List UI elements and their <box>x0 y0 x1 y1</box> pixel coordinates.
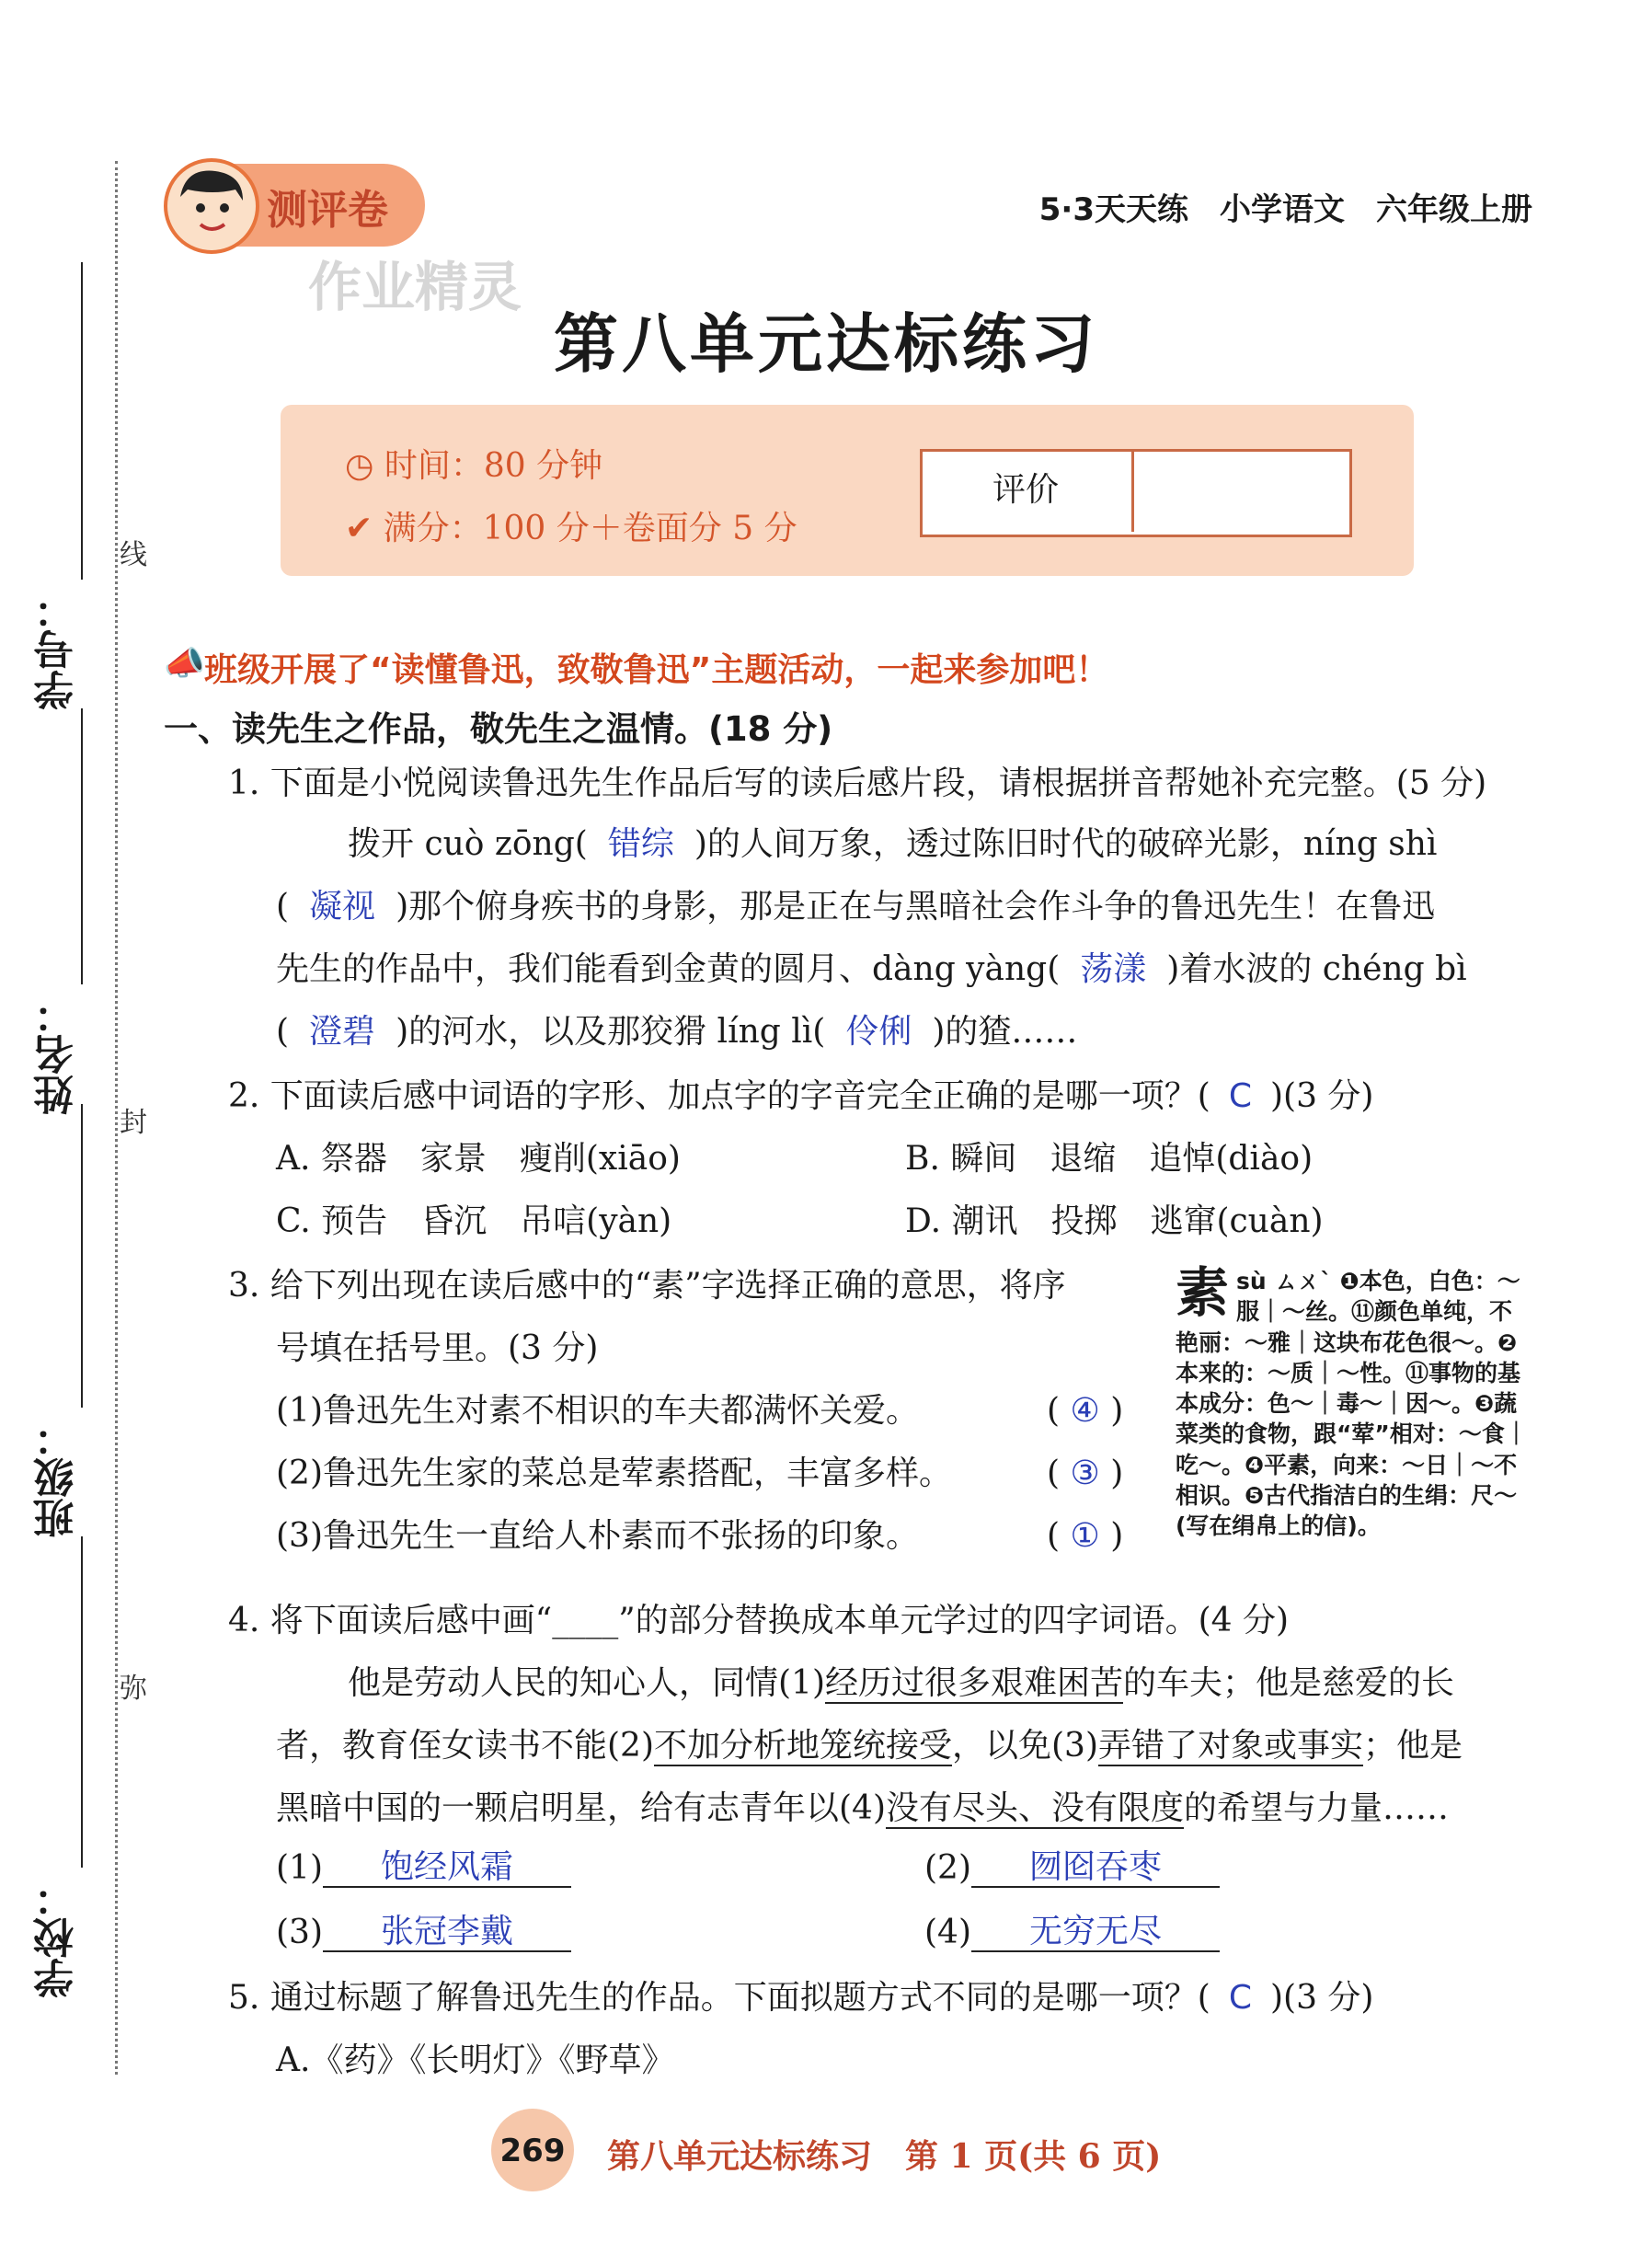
q1-line4: ( 澄碧 )的河水，以及那狡猾 líng lì( 伶俐 )的猹…… <box>276 1013 1078 1051</box>
q1-line3: 先生的作品中，我们能看到金黄的圆月、dàng yàng( 荡漾 )着水波的 chéng bì <box>276 950 1467 988</box>
q5-answer: C <box>1228 1979 1252 2017</box>
q1-line2: ( 凝视 )那个俯身疾书的身影，那是正在与黑暗社会作斗争的鲁迅先生！在鲁迅 <box>276 888 1436 926</box>
q3-item-2: (2)鲁迅先生家的菜总是荤素搭配，丰富多样。 <box>276 1455 952 1492</box>
q2-option-d: D. 潮讯 投掷 逃窜(cuàn) <box>905 1202 1324 1240</box>
watermark: 作业精灵 <box>308 256 522 318</box>
q3-answer-2: ③ <box>1070 1455 1100 1492</box>
series-title: 5·3天天练 小学语文 六年级上册 <box>1038 191 1532 228</box>
q3-item-1: (1)鲁迅先生对素不相识的车夫都满怀关爱。 <box>276 1392 919 1430</box>
dictionary-entry: 素sù ㄙㄨˋ ❶本色，白色：～服｜～丝。⑪颜色单纯，不艳丽：～雅｜这块布花色很～。❷本来的：～质｜～性。⑪事物的基本成分：色～｜毒～｜因～。❸蔬菜类的食物，跟“荤”相对：～食｜吃～。❹平素，向来：～日｜～不相识。❺古代指洁白的生绢：尺～(写在绢帛上的信)。 <box>1176 1261 1528 1539</box>
time-info: ◷ 时间：80 分钟 <box>345 447 603 485</box>
check-icon: ✔ <box>345 510 373 547</box>
q4-answer-4: 无穷无尽 <box>1028 1913 1162 1950</box>
dictionary-char: 素 <box>1176 1261 1230 1324</box>
q1-answer-4: 澄碧 <box>309 1013 376 1051</box>
q1-line1: 拨开 cuò zōng( 错综 )的人间万象，透过陈旧时代的破碎光影，níng shì <box>348 825 1438 863</box>
badge-label: 测评卷 <box>267 187 388 234</box>
name-line <box>81 1104 83 1408</box>
q2-answer: C <box>1228 1077 1252 1115</box>
clock-icon: ◷ <box>345 447 374 485</box>
page-title: 第八单元达标练习 <box>554 305 1098 382</box>
page-number: 269 <box>499 2133 566 2169</box>
q3-item-3: (3)鲁迅先生一直给人朴素而不张扬的印象。 <box>276 1517 919 1555</box>
q4-answer-2: 囫囵吞枣 <box>1028 1848 1162 1886</box>
evaluation-label: 评价 <box>920 449 1134 532</box>
q2-stem: 2. 下面读后感中词语的字形、加点字的字音完全正确的是哪一项？( C )(3 分) <box>228 1077 1374 1115</box>
q3-answer-3: ① <box>1070 1517 1100 1555</box>
q3-answer-2-box: ( ③ ) <box>1047 1455 1124 1492</box>
q4-answer-row-2: (2) 囫囵吞枣 <box>924 1847 1220 1888</box>
q5-option-a: A.《药》《长明灯》《野草》 <box>276 2041 675 2079</box>
q4-para-1: 他是劳动人民的知心人，同情(1)经历过很多艰难困苦的车夫；他是慈爱的长 <box>348 1664 1455 1702</box>
q4-answer-1: 饱经风霜 <box>380 1848 513 1886</box>
q4-stem: 4. 将下面读后感中画“____”的部分替换成本单元学过的四字词语。(4 分) <box>228 1602 1290 1639</box>
section-one-title: 一、读先生之作品，敬先生之温情。(18 分) <box>164 709 833 749</box>
mascot-icon <box>164 158 259 254</box>
q1-answer-1: 错综 <box>607 825 674 863</box>
school-label: 学校： <box>34 1877 81 1998</box>
xuehao-line-2 <box>81 708 83 984</box>
student-id-label: 学号： <box>34 589 81 710</box>
q2-option-b: B. 瞬间 退缩 追悼(diào) <box>905 1140 1314 1178</box>
q4-answer-row-1: (1) 饱经风霜 <box>276 1847 571 1888</box>
q3-stem-1: 3. 给下列出现在读后感中的“素”字选择正确的意思，将序 <box>228 1267 1066 1305</box>
q1-answer-3: 荡漾 <box>1080 950 1147 988</box>
q3-stem-2: 号填在括号里。(3 分) <box>276 1329 599 1367</box>
q2-option-a: A. 祭器 家景 瘦削(xiāo) <box>276 1140 681 1178</box>
seal-feng: 封 <box>118 1099 149 1140</box>
trumpet-icon: 📣 <box>164 645 205 683</box>
score-info: ✔ 满分：100 分＋卷面分 5 分 <box>345 510 797 547</box>
class-line <box>81 1536 83 1868</box>
class-label: 班级： <box>34 1417 81 1538</box>
q2-option-c: C. 预告 昏沉 吊唁(yàn) <box>276 1202 672 1240</box>
name-label: 姓名： <box>34 994 81 1115</box>
seal-mi: 弥 <box>118 1665 149 1706</box>
q4-answer-3: 张冠李戴 <box>380 1913 513 1950</box>
q5-stem: 5. 通过标题了解鲁迅先生的作品。下面拟题方式不同的是哪一项？( C )(3 分) <box>228 1979 1374 2017</box>
q4-para-3: 黑暗中国的一颗启明星，给有志青年以(4)没有尽头、没有限度的希望与力量…… <box>276 1789 1450 1827</box>
seal-xian: 线 <box>118 532 149 572</box>
q1-answer-5: 伶俐 <box>845 1013 912 1051</box>
q4-answer-row-3: (3) 张冠李戴 <box>276 1912 571 1952</box>
q3-answer-3-box: ( ① ) <box>1047 1517 1124 1555</box>
q4-answer-row-4: (4) 无穷无尽 <box>924 1912 1220 1952</box>
q3-answer-1-box: ( ④ ) <box>1047 1392 1124 1430</box>
q1-stem: 1. 下面是小悦阅读鲁迅先生作品后写的读后感片段，请根据拼音帮她补充完整。(5 分) <box>228 765 1487 802</box>
q1-answer-2: 凝视 <box>309 888 376 926</box>
q3-answer-1: ④ <box>1070 1392 1100 1430</box>
footer-text: 第八单元达标练习 第 1 页(共 6 页) <box>607 2137 1162 2176</box>
q4-para-2: 者，教育侄女读书不能(2)不加分析地笼统接受，以免(3)弄错了对象或事实；他是 <box>276 1727 1463 1765</box>
activity-banner: 班级开展了“读懂鲁迅，致敬鲁迅”主题活动，一起来参加吧！ <box>204 651 1109 689</box>
